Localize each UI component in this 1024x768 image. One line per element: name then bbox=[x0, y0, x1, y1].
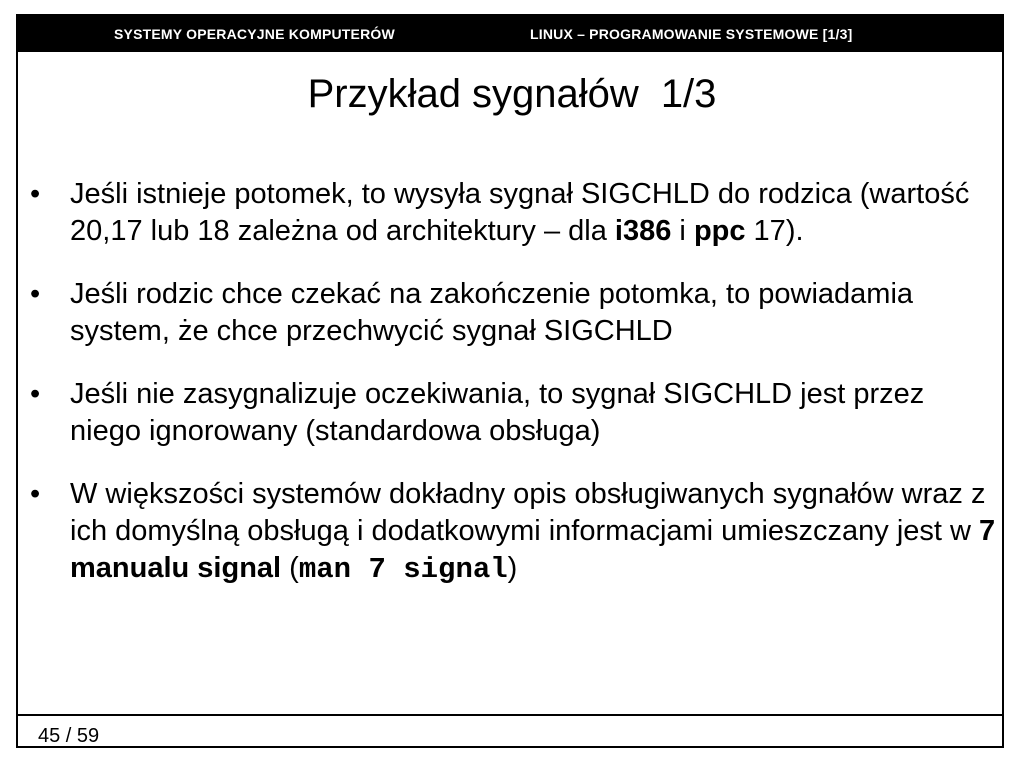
slide-title-number: 1/3 bbox=[660, 72, 717, 116]
bullet-text: Jeśli nie zasygnalizuje oczekiwania, to sygnał SIGCHLD jest przez niego ignorowany (standardowa obsługa) bbox=[70, 378, 925, 447]
section-title: LINUX – PROGRAMOWANIE SYSTEMOWE [1/3] bbox=[530, 26, 853, 42]
bullet-text: 17). bbox=[745, 215, 804, 247]
bullet-icon: • bbox=[30, 178, 41, 210]
bullet-text: W większości systemów dokładny opis obsługiwanych sygnałów wraz z ich domyślną obsługą i dodatkowymi informacjami umieszczany jest w bbox=[70, 478, 986, 547]
footer-divider bbox=[16, 714, 1004, 716]
slide-header bbox=[18, 16, 1002, 52]
bullet-bold: ppc bbox=[693, 215, 746, 247]
bullet-bold: i386 bbox=[614, 215, 672, 247]
course-title: SYSTEMY OPERACYJNE KOMPUTERÓW bbox=[114, 26, 395, 42]
page-number: 45 / 59 bbox=[38, 725, 100, 747]
bullet-item bbox=[30, 276, 1000, 350]
slide-title-text: Przykład sygnałów bbox=[307, 72, 639, 116]
bullet-text: ( bbox=[281, 552, 299, 584]
bullet-text: ) bbox=[507, 552, 518, 584]
bullet-item bbox=[30, 476, 1000, 588]
bullet-text: Jeśli istnieje potomek, to wysyła sygnał SIGCHLD do rodzica (wartość 20,17 lub 18 zależna od architektury – dla bbox=[70, 178, 970, 247]
bullet-item bbox=[30, 176, 1000, 250]
bullet-list bbox=[30, 176, 1000, 614]
bullet-code: man 7 signal bbox=[298, 553, 508, 586]
bullet-text: i bbox=[671, 215, 694, 247]
bullet-icon: • bbox=[30, 378, 41, 410]
bullet-text: Jeśli rodzic chce czekać na zakończenie potomka, to powiadamia system, że chce przechwycić sygnał SIGCHLD bbox=[70, 278, 914, 347]
bullet-icon: • bbox=[30, 478, 41, 510]
slide-title bbox=[0, 72, 1024, 116]
bullet-bold: 7 manualu signal bbox=[70, 515, 996, 584]
bullet-icon: • bbox=[30, 278, 41, 310]
bullet-item bbox=[30, 376, 1000, 450]
